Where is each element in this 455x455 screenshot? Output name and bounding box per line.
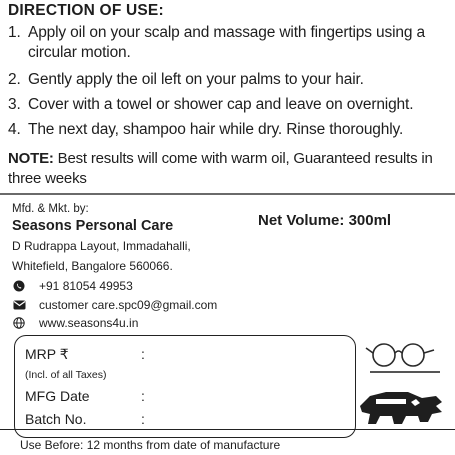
step-number: 1. (8, 24, 21, 41)
step-4 (8, 120, 450, 140)
step-number: 2. (8, 71, 21, 88)
mrp-label: MRP ₹ (25, 346, 69, 362)
step-2 (8, 70, 450, 90)
address-line-1: D Rudrappa Layout, Immadahalli, (12, 239, 191, 253)
step-text: The next day, shampoo hair while dry. Rinse thoroughly. (28, 121, 404, 138)
website-url: www.seasons4u.in (39, 316, 139, 330)
bottom-rule (0, 429, 455, 430)
contact-email (12, 298, 217, 312)
batch-number-label: Batch No. (25, 411, 87, 427)
section-divider (0, 193, 455, 195)
step-3 (8, 95, 450, 115)
mfg-date-colon: : (141, 388, 145, 404)
step-number: 3. (8, 96, 21, 113)
email-address: customer care.spc09@gmail.com (39, 298, 218, 312)
step-text: Cover with a towel or shower cap and leave on overnight. (28, 96, 414, 113)
step-number: 4. (8, 121, 21, 138)
note-text: Best results will come with warm oil, Guaranteed results in three weeks (8, 150, 433, 187)
note-paragraph (8, 149, 453, 189)
use-before-text: Use Before: 12 months from date of manufacture (20, 438, 281, 452)
step-1 (8, 23, 450, 63)
step-text: Gently apply the oil left on your palms to your hair. (28, 71, 364, 88)
mrp-colon: : (141, 346, 145, 362)
whatsapp-icon (12, 280, 26, 292)
contact-phone (12, 279, 133, 293)
spectacles-logo-icon (362, 340, 448, 380)
contact-website (12, 316, 138, 330)
mrp-tax-note: (Incl. of all Taxes) (25, 369, 107, 381)
address-line-2: Whitefield, Bangalore 560066. (12, 259, 173, 273)
manufacturer-label: Mfd. & Mkt. by: (12, 203, 89, 215)
note-label: NOTE: (8, 150, 54, 167)
make-in-india-lion-icon (356, 386, 448, 428)
mfg-date-label: MFG Date (25, 388, 90, 404)
step-text: Apply oil on your scalp and massage with fingertips using a circular motion. (28, 24, 425, 61)
batch-number-colon: : (141, 411, 145, 427)
email-icon (12, 299, 26, 311)
company-name: Seasons Personal Care (12, 218, 174, 234)
directions-heading: DIRECTION OF USE: (8, 2, 164, 19)
globe-icon (12, 317, 26, 329)
phone-number: +91 81054 49953 (39, 279, 133, 293)
net-volume: Net Volume: 300ml (258, 212, 392, 229)
